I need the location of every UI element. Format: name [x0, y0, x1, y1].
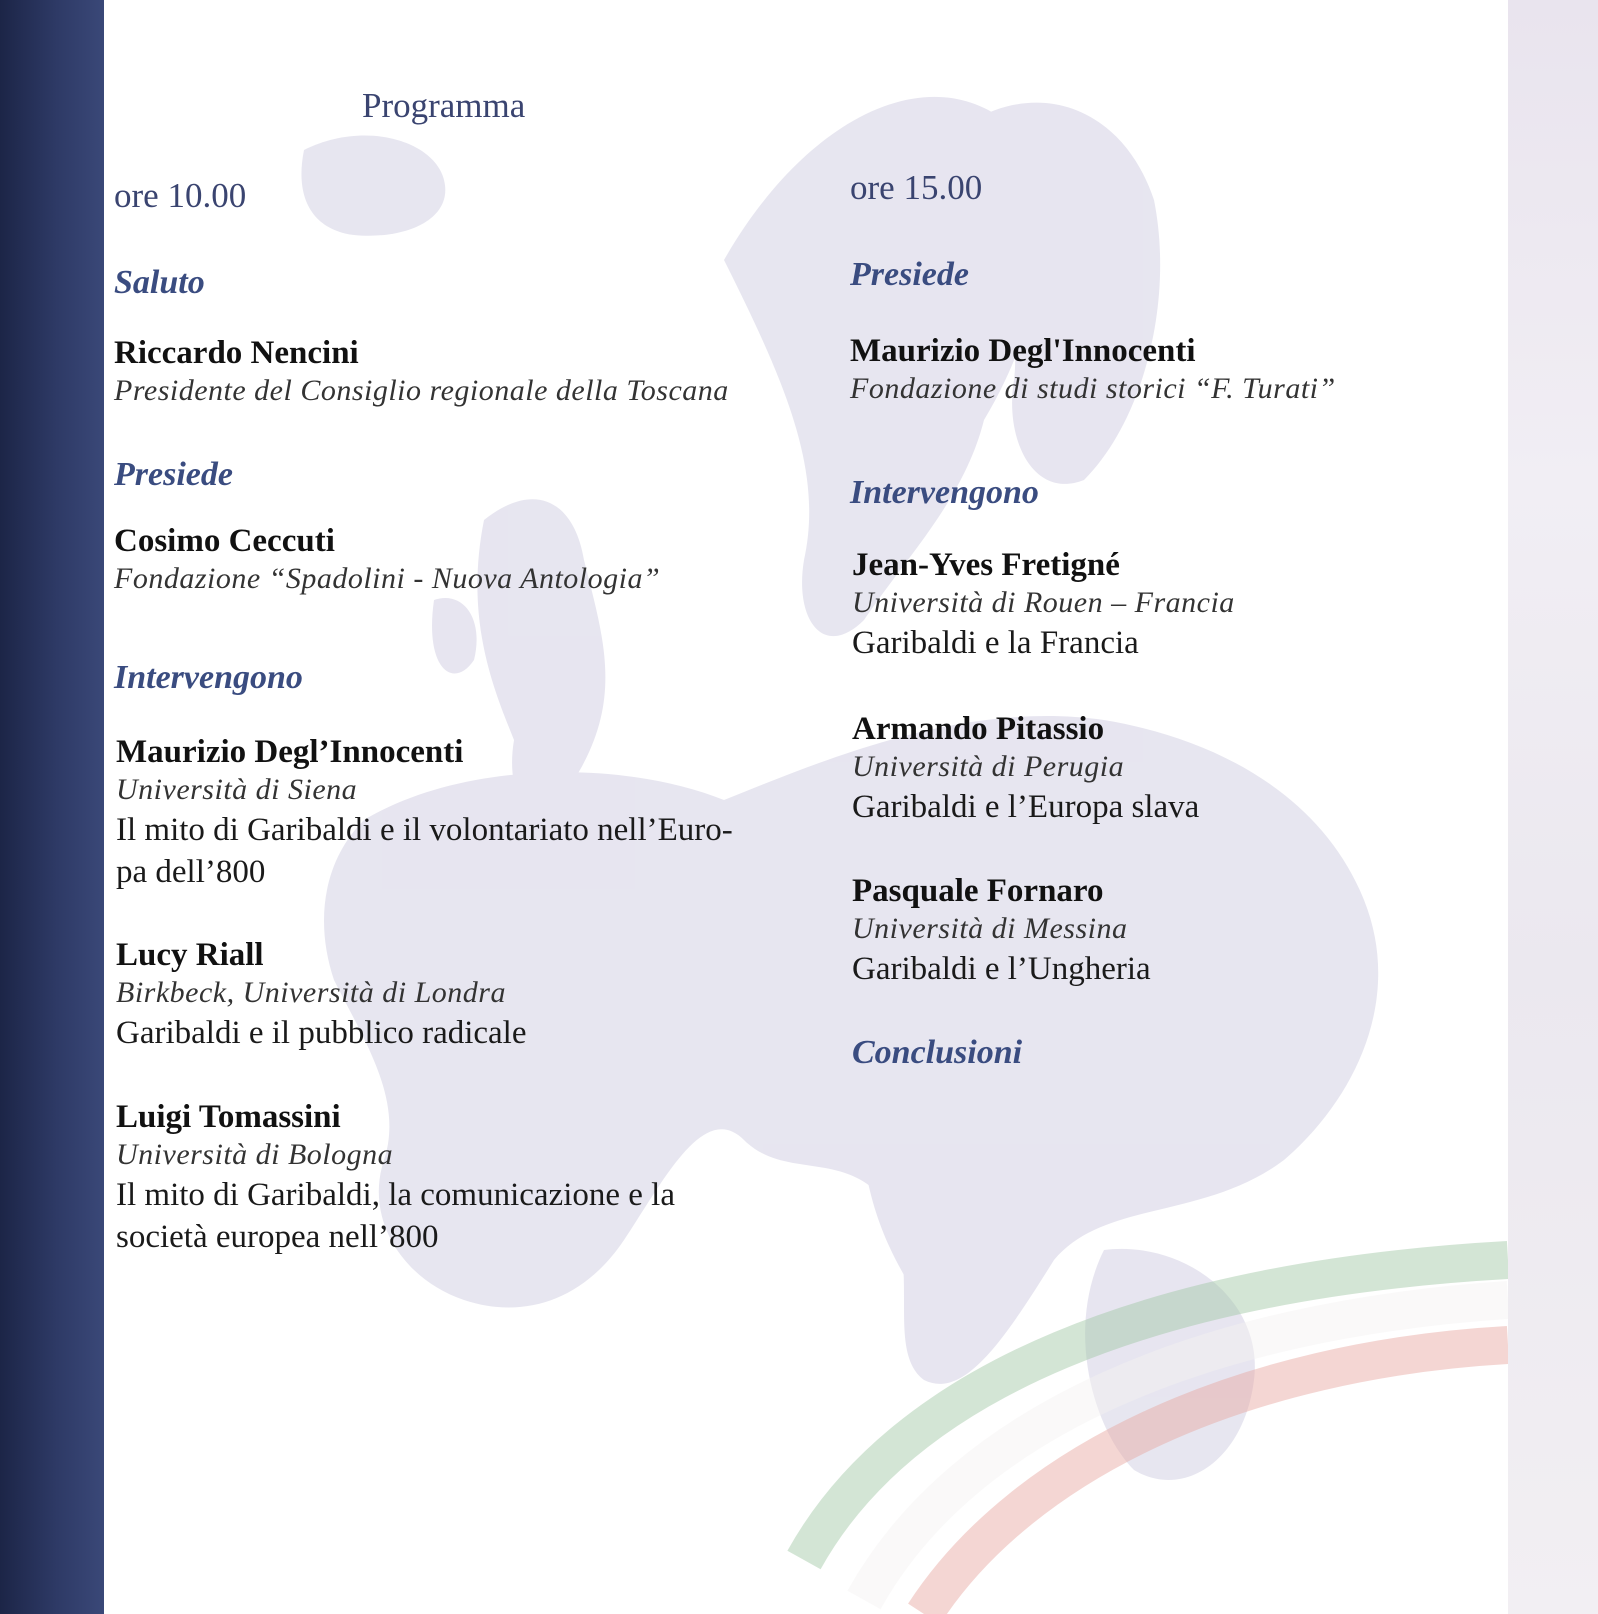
- conclusioni-heading: Conclusioni: [852, 1034, 1023, 1071]
- speaker-name: Pasquale Fornaro: [852, 873, 1104, 909]
- talk-title-line: Il mito di Garibaldi e il volontariato nell’Euro-: [116, 812, 733, 848]
- saluto-heading: Saluto: [114, 264, 205, 301]
- speaker-name: Maurizio Degl’Innocenti: [116, 734, 464, 770]
- afternoon-presiede-heading: Presiede: [850, 256, 969, 293]
- morning-presiede-entry: [114, 522, 660, 598]
- morning-speaker-entry: [116, 936, 527, 1054]
- saluto-entry: [114, 334, 729, 410]
- talk-title-line: Garibaldi e l’Europa slava: [852, 789, 1200, 825]
- speaker-name: Maurizio Degl'Innocenti: [850, 333, 1196, 369]
- afternoon-speaker-entry: [852, 872, 1151, 990]
- talk-title-line: pa dell’800: [116, 854, 266, 890]
- speaker-name: Lucy Riall: [116, 937, 264, 973]
- morning-speaker-entry: [116, 733, 733, 893]
- talk-title-line: società europea nell’800: [116, 1219, 439, 1255]
- speaker-affiliation: Università di Rouen – Francia: [852, 586, 1235, 619]
- morning-time: ore 10.00: [114, 176, 247, 215]
- afternoon-speaker-entry: [852, 546, 1235, 664]
- afternoon-intervengono-heading: Intervengono: [850, 474, 1039, 511]
- speaker-name: Armando Pitassio: [852, 711, 1105, 747]
- morning-intervengono-heading: Intervengono: [114, 659, 303, 696]
- speaker-affiliation: Birkbeck, Università di Londra: [116, 976, 506, 1009]
- speaker-name: Cosimo Ceccuti: [114, 523, 335, 559]
- speaker-affiliation: Presidente del Consiglio regionale della Toscana: [114, 374, 729, 407]
- speaker-affiliation: Fondazione di studi storici “F. Turati”: [850, 372, 1336, 405]
- talk-title-line: Garibaldi e la Francia: [852, 625, 1139, 661]
- speaker-affiliation: Fondazione “Spadolini - Nuova Antologia”: [114, 562, 661, 595]
- speaker-name: Riccardo Nencini: [114, 335, 359, 371]
- talk-title-line: Il mito di Garibaldi, la comunicazione e la: [116, 1177, 675, 1213]
- morning-presiede-heading: Presiede: [114, 456, 233, 493]
- page-title: Programma: [362, 86, 526, 125]
- afternoon-speaker-entry: [852, 710, 1199, 828]
- speaker-affiliation: Università di Siena: [116, 773, 358, 806]
- morning-speaker-entry: [116, 1098, 675, 1258]
- speaker-affiliation: Università di Messina: [852, 912, 1128, 945]
- speaker-affiliation: Università di Bologna: [116, 1138, 394, 1171]
- talk-title-line: Garibaldi e il pubblico radicale: [116, 1015, 527, 1051]
- afternoon-time: ore 15.00: [850, 168, 983, 207]
- speaker-name: Jean-Yves Fretigné: [852, 547, 1120, 583]
- talk-title-line: Garibaldi e l’Ungheria: [852, 951, 1151, 987]
- speaker-name: Luigi Tomassini: [116, 1099, 341, 1135]
- afternoon-presiede-entry: [850, 332, 1336, 408]
- speaker-affiliation: Università di Perugia: [852, 750, 1125, 783]
